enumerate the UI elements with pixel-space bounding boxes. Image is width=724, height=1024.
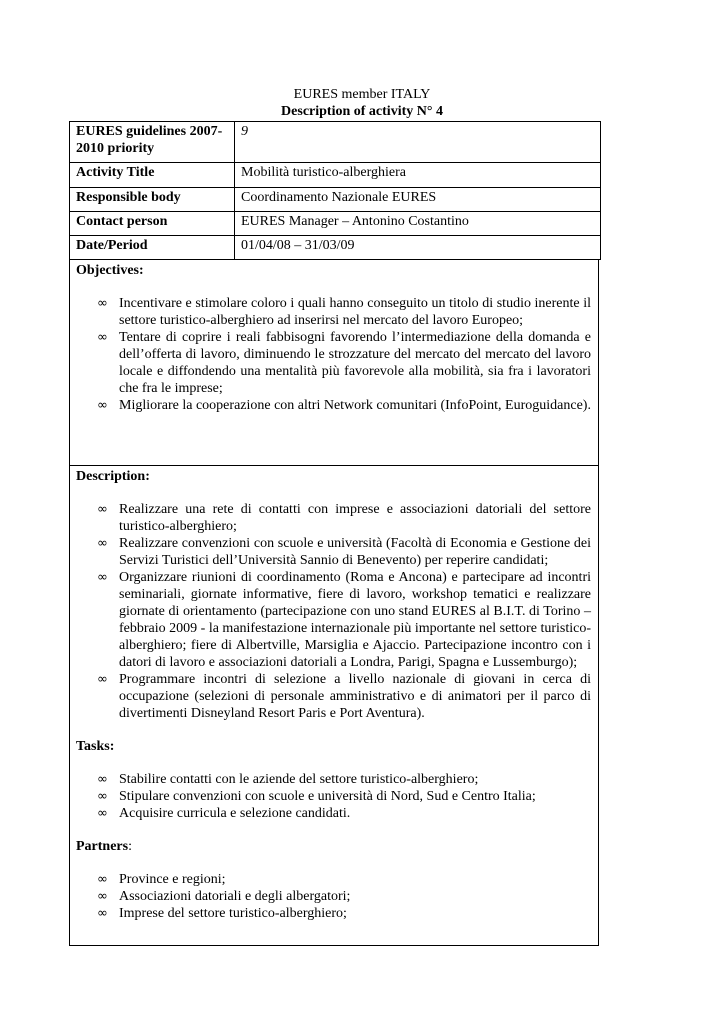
partners-title-text: Partners: [76, 839, 129, 854]
meta-key: Contact person: [70, 212, 235, 236]
infinity-bullet-icon: ∞: [97, 398, 108, 413]
list-item: ∞ Associazioni datoriali e degli albergatori;: [97, 889, 351, 904]
infinity-bullet-icon: ∞: [97, 570, 108, 585]
infinity-bullet-icon: ∞: [97, 502, 108, 517]
description-section: [69, 466, 599, 946]
partners-title-colon: :: [128, 839, 132, 854]
document-header: [0, 86, 724, 120]
list-item: ∞ Incentivare e stimolare coloro i quali hanno conseguito un titolo di studio inerente il settore turistico-alberghiero ad inserirsi nel mercato del lavoro Europeo;: [97, 296, 591, 328]
header-member: EURES member ITALY: [293, 87, 431, 102]
meta-value: Coordinamento Nazionale EURES: [235, 188, 601, 212]
infinity-bullet-icon: ∞: [97, 889, 108, 904]
infinity-bullet-icon: ∞: [97, 672, 108, 687]
objectives-section: [69, 260, 599, 466]
partners-title: [76, 838, 591, 855]
activity-meta-table: [69, 121, 601, 260]
meta-key: Responsible body: [70, 188, 235, 212]
infinity-bullet-icon: ∞: [97, 872, 108, 887]
header-activity-title: Description of activity N° 4: [281, 104, 443, 119]
meta-key: Activity Title: [70, 163, 235, 188]
description-list: [76, 501, 591, 722]
list-item: ∞ Acquisire curricula e selezione candidati.: [97, 806, 351, 821]
objectives-list: [76, 295, 591, 414]
table-row: [70, 122, 601, 163]
meta-value: Mobilità turistico-alberghiera: [235, 163, 601, 188]
meta-value: 01/04/08 – 31/03/09: [235, 236, 601, 260]
description-title: Description:: [76, 469, 150, 484]
table-row: [70, 188, 601, 212]
table-row: [70, 163, 601, 188]
table-row: [70, 212, 601, 236]
infinity-bullet-icon: ∞: [97, 906, 108, 921]
list-item: ∞ Stipulare convenzioni con scuole e università di Nord, Sud e Centro Italia;: [97, 789, 536, 804]
infinity-bullet-icon: ∞: [97, 330, 108, 345]
partners-list: [76, 871, 591, 922]
infinity-bullet-icon: ∞: [97, 772, 108, 787]
meta-key: EURES guidelines 2007-2010 priority: [70, 122, 235, 163]
list-item: ∞ Stabilire contatti con le aziende del settore turistico-alberghiero;: [97, 772, 479, 787]
table-row: [70, 236, 601, 260]
list-item: ∞ Migliorare la cooperazione con altri Network comunitari (InfoPoint, Euroguidance).: [97, 398, 591, 413]
list-item: ∞ Tentare di coprire i reali fabbisogni favorendo l’intermediazione della domanda e dell’offerta di lavoro, diminuendo le strozzature del mercato del mercato del lavoro locale e diffondendo una mentalità più favorevole alla mobilità, sia fra i lavoratori che fra le imprese;: [97, 330, 591, 396]
list-item: ∞ Programmare incontri di selezione a livello nazionale di giovani in cerca di occupazione (selezioni di personale amministrativo e di animatori per il parco di divertimenti Disneyland Resort Paris e Port Aventura).: [97, 672, 591, 721]
list-item: ∞ Realizzare una rete di contatti con imprese e associazioni datoriali del settore turistico-alberghiero;: [97, 502, 591, 534]
objectives-title: Objectives:: [76, 263, 144, 278]
list-item: ∞ Organizzare riunioni di coordinamento (Roma e Ancona) e partecipare ad incontri seminariali, giornate informative, fiere di lavoro, workshop tematici e realizzare giornate di orientamento (partecipazione con uno stand EURES al B.I.T. di Torino – febbraio 2009 - la manifestazione internazionale più importante nel settore turistico-alberghiero; fiere di Albertville, Marsiglia e Ajaccio. Partecipazione incontro con i datori di lavoro e associazioni datoriali a Londra, Parigi, Spagna e Lussemburgo);: [97, 570, 591, 670]
list-item: ∞ Province e regioni;: [97, 872, 226, 887]
infinity-bullet-icon: ∞: [97, 536, 108, 551]
meta-value: EURES Manager – Antonino Costantino: [235, 212, 601, 236]
meta-value: 9: [235, 122, 601, 163]
list-item: ∞ Realizzare convenzioni con scuole e università (Facoltà di Economia e Gestione dei Servizi Turistici dell’Università Sannio di Benevento) per reperire candidati;: [97, 536, 591, 568]
infinity-bullet-icon: ∞: [97, 789, 108, 804]
list-item: ∞ Imprese del settore turistico-alberghiero;: [97, 906, 347, 921]
meta-key: Date/Period: [70, 236, 235, 260]
tasks-title: Tasks:: [76, 739, 115, 754]
infinity-bullet-icon: ∞: [97, 806, 108, 821]
tasks-list: [76, 771, 591, 822]
infinity-bullet-icon: ∞: [97, 296, 108, 311]
